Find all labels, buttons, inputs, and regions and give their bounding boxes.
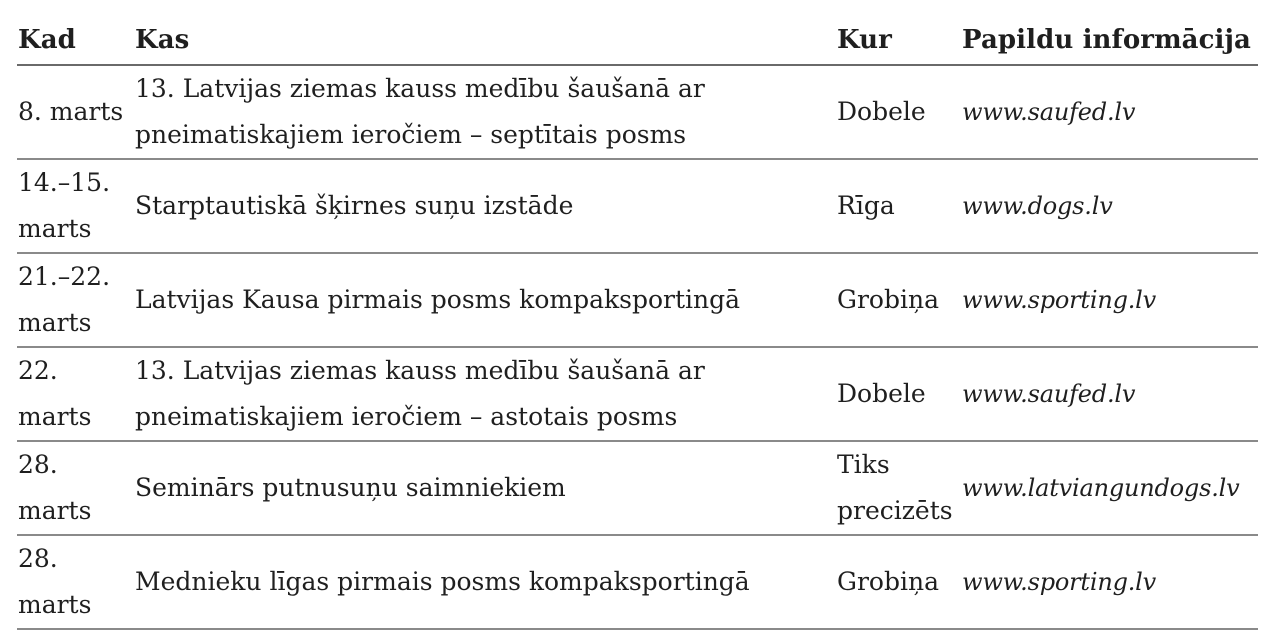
header-row: [17, 16, 1258, 65]
cell-kur: Grobiņa: [836, 535, 961, 629]
cell-info-link[interactable]: www.saufed.lv: [961, 347, 1258, 441]
table-header: [17, 16, 1258, 65]
cell-kur: Dobele: [836, 65, 961, 159]
cell-kad: 21.–22. marts: [17, 253, 134, 347]
cell-info-link[interactable]: www.sporting.lv: [961, 253, 1258, 347]
cell-info-link[interactable]: www.latviangundogs.lv: [961, 441, 1258, 535]
cell-kas: Mednieku līgas pirmais posms kompaksportingā: [134, 535, 836, 629]
cell-info-link[interactable]: www.dogs.lv: [961, 159, 1258, 253]
cell-kas: Seminārs putnusuņu saimniekiem: [134, 441, 836, 535]
cell-kur: Tiks precizēts: [836, 441, 961, 535]
cell-kad: 8. marts: [17, 65, 134, 159]
table-row: [17, 347, 1258, 441]
cell-kas: Latvijas Kausa pirmais posms kompaksportingā: [134, 253, 836, 347]
events-table-container: [17, 16, 1258, 630]
cell-kur: Dobele: [836, 347, 961, 441]
cell-kas: 13. Latvijas ziemas kauss medību šaušanā ar pneimatiskajiem ieročiem – astotais posms: [134, 347, 836, 441]
cell-info-link[interactable]: www.sporting.lv: [961, 535, 1258, 629]
cell-info-link[interactable]: www.saufed.lv: [961, 65, 1258, 159]
header-kur: Kur: [836, 16, 961, 65]
cell-kad: 28. marts: [17, 441, 134, 535]
table-row: [17, 159, 1258, 253]
table-row: [17, 65, 1258, 159]
cell-kad: 14.–15. marts: [17, 159, 134, 253]
header-kas: Kas: [134, 16, 836, 65]
cell-kad: 28. marts: [17, 535, 134, 629]
cell-kas: Starptautiskā šķirnes suņu izstāde: [134, 159, 836, 253]
cell-kad: 22. marts: [17, 347, 134, 441]
table-body: [17, 65, 1258, 629]
table-row: [17, 535, 1258, 629]
header-kad: Kad: [17, 16, 134, 65]
cell-kur: Grobiņa: [836, 253, 961, 347]
table-row: [17, 253, 1258, 347]
table-row: [17, 441, 1258, 535]
header-info: Papildu informācija: [961, 16, 1258, 65]
cell-kas: 13. Latvijas ziemas kauss medību šaušanā ar pneimatiskajiem ieročiem – septītais posms: [134, 65, 836, 159]
cell-kur: Rīga: [836, 159, 961, 253]
events-table: [17, 16, 1258, 630]
